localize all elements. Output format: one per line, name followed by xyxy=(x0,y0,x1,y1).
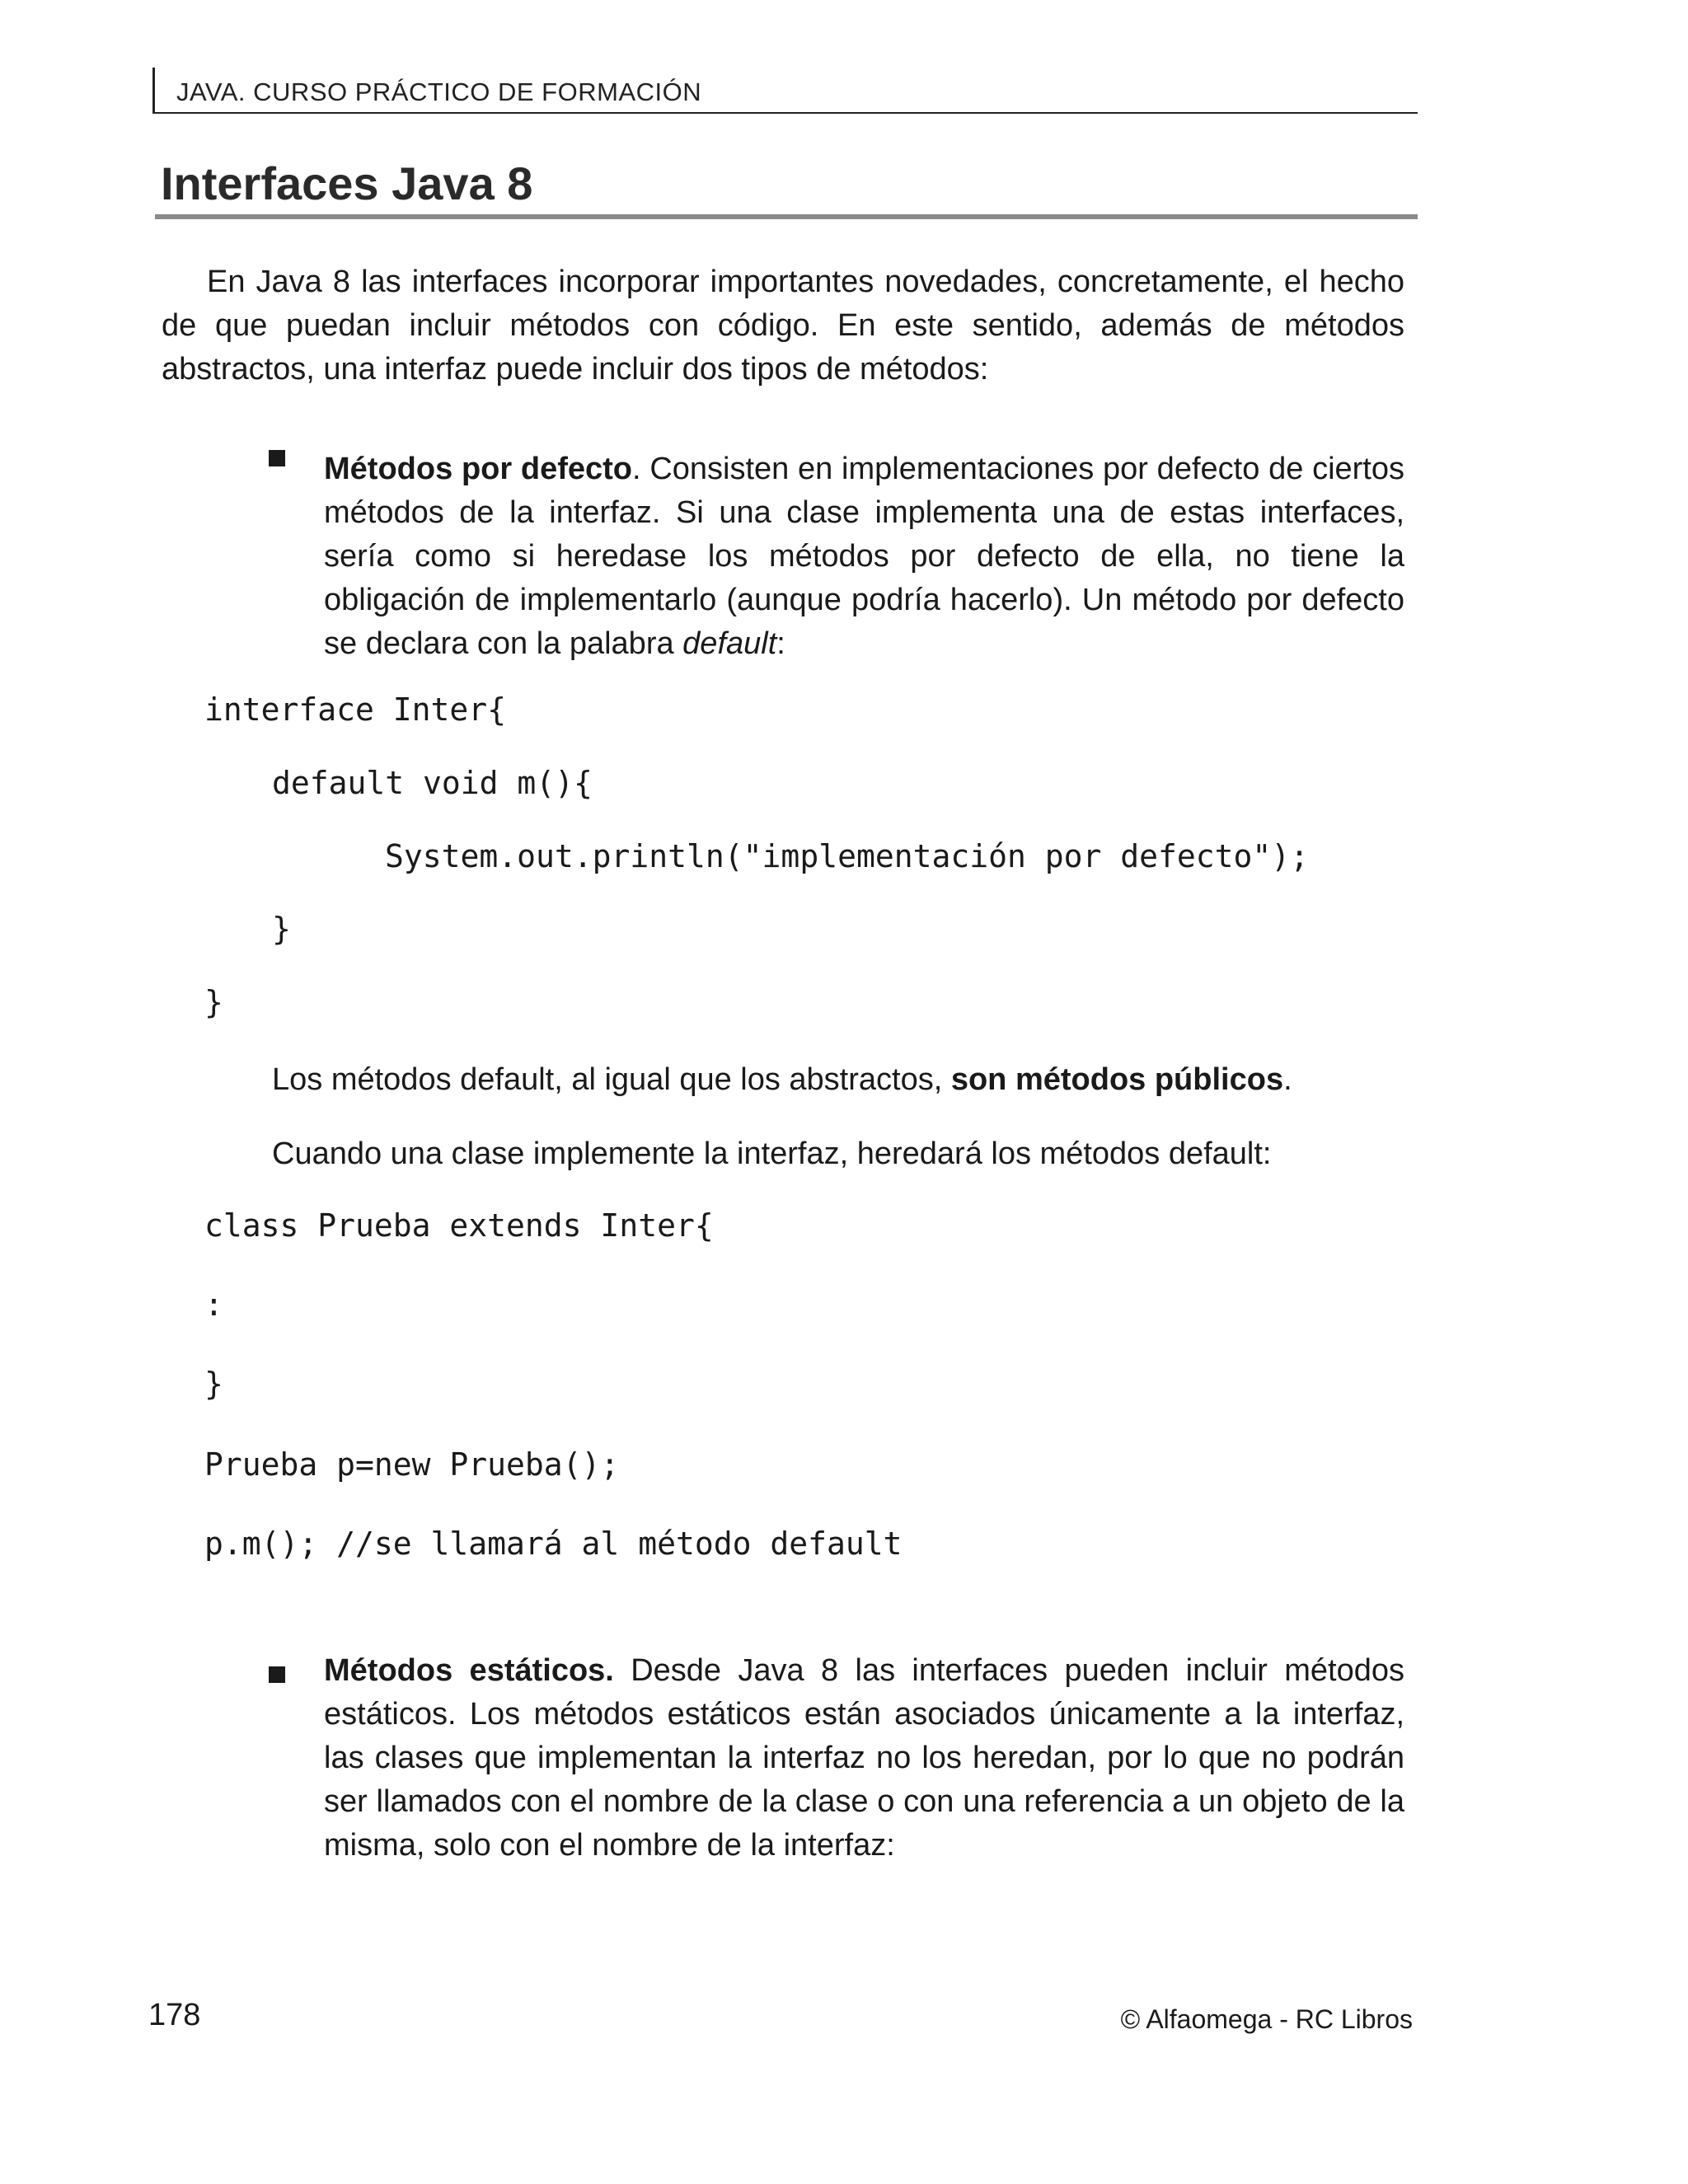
bullet-static-term: Métodos estáticos. xyxy=(324,1653,614,1688)
note-public-emphasis: son métodos públicos xyxy=(950,1062,1284,1097)
copyright-notice: © Alfaomega - RC Libros xyxy=(1120,2004,1413,2034)
section-title: Interfaces Java 8 xyxy=(161,157,533,209)
note-inherit-default: Cuando una clase implemente la interfaz, heredará los métodos default: xyxy=(272,1137,1272,1171)
code-line: System.out.println("implementación por defecto"); xyxy=(385,838,1310,874)
note-public-period: . xyxy=(1283,1062,1292,1097)
code-line: : xyxy=(204,1286,223,1323)
intro-paragraph: En Java 8 las interfaces incorporar importantes novedades, concretamente, el hecho de que puedan incluir métodos con código. En este sentido, además de métodos abstractos, una interfaz puede incluir dos tipos de métodos: xyxy=(162,265,1404,387)
default-keyword: default xyxy=(682,626,777,661)
running-header-title: JAVA. CURSO PRÁCTICO DE FORMACIÓN xyxy=(176,77,702,106)
code-line: class Prueba extends Inter{ xyxy=(204,1207,714,1244)
code-line: default void m(){ xyxy=(272,765,593,801)
square-bullet-icon xyxy=(269,450,285,466)
code-line: Prueba p=new Prueba(); xyxy=(204,1446,620,1483)
bullet-default-term: Métodos por defecto xyxy=(324,452,633,486)
square-bullet-icon xyxy=(269,1666,285,1683)
bullet-default-methods xyxy=(324,448,1404,666)
note-public-text: Los métodos default, al igual que los abstractos, xyxy=(272,1062,951,1097)
code-line: } xyxy=(272,911,291,947)
page-number: 178 xyxy=(148,1998,201,2032)
code-line: } xyxy=(204,984,223,1020)
section-title-rule xyxy=(155,214,1418,219)
code-line: } xyxy=(204,1366,223,1402)
code-line: p.m(); //se llamará al método default xyxy=(204,1526,903,1562)
code-line: interface Inter{ xyxy=(204,691,507,728)
bullet-static-methods xyxy=(324,1649,1404,1868)
running-header xyxy=(152,68,1418,114)
note-public-methods xyxy=(272,1059,1292,1100)
bullet-default-body: . Consisten en implementaciones por defecto de ciertos métodos de la interfaz. Si una clase implementa una de estas interfaces, sería como si heredase los métodos por defecto de ella, no tiene la obligación de implementarlo (aunque podría hacerlo). Un método por defecto se declara con la palabra xyxy=(324,452,1404,661)
bullet-static-body: Desde Java 8 las interfaces pueden incluir métodos estáticos. Los métodos estáticos están asociados únicamente a la interfaz, las clases que implementan la interfaz no los heredan, por lo que no podrán ser llamados con el nombre de la clase o con una referencia a un objeto de la misma, solo con el nombre de la interfaz: xyxy=(324,1653,1405,1863)
bullet-default-colon: : xyxy=(776,626,785,661)
